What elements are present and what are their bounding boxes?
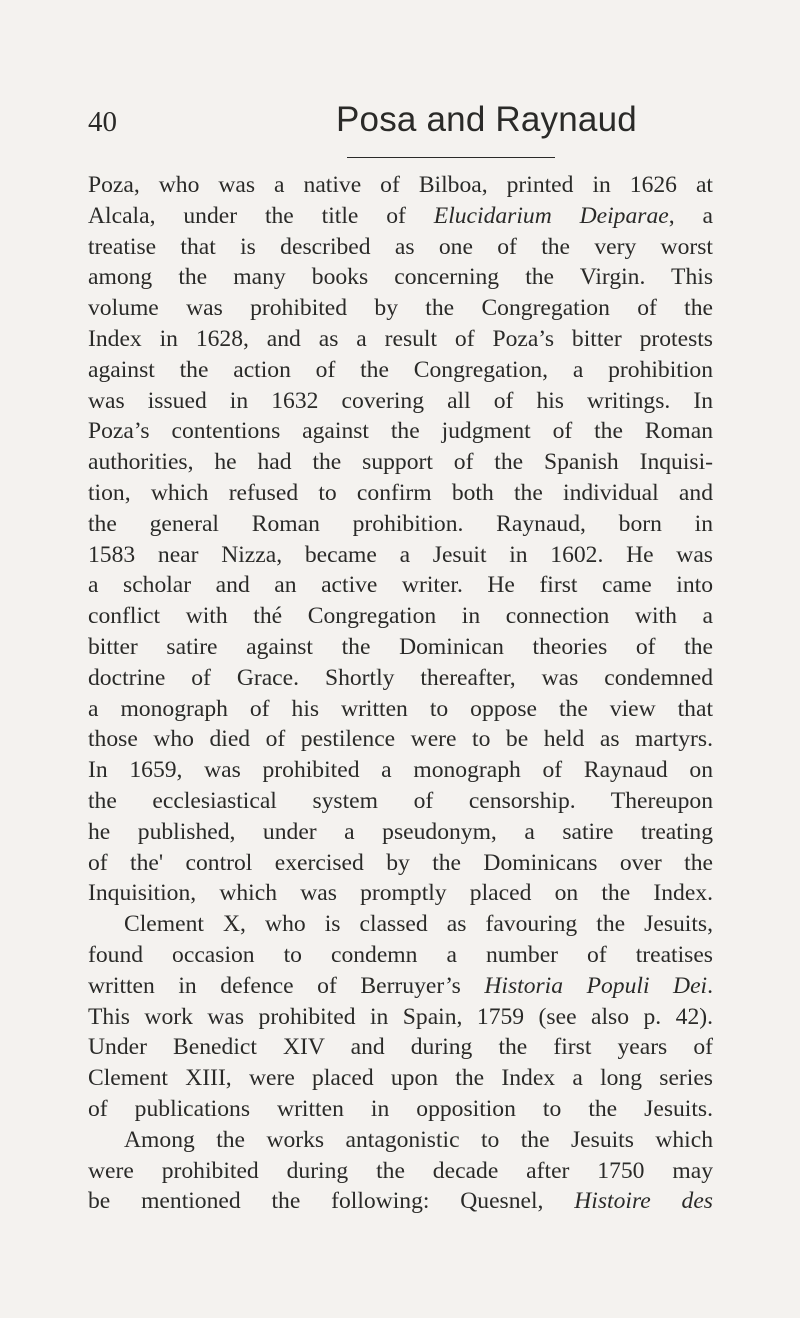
text-line [88, 971, 713, 1002]
text-run: those who died of pestilence were to be held as martyrs. [88, 726, 713, 753]
text-run: found occasion to condemn a number of treatises [88, 941, 713, 968]
text-run: bitter satire against the Dominican theories of the [88, 633, 713, 660]
text-run: were prohibited during the decade after 1750 may [88, 1157, 713, 1184]
text-run: against the action of the Congregation, a prohibition [88, 356, 713, 383]
text-run: of publications written in opposition to the Jesuits. [88, 1095, 713, 1122]
text-line [88, 570, 713, 601]
text-run: the ecclesiastical system of censorship. Thereupon [88, 787, 713, 814]
text-line [88, 724, 713, 755]
text-line [88, 324, 713, 355]
text-line [88, 1125, 713, 1156]
italic-title: Histoire des [574, 1188, 713, 1215]
text-run: he published, under a pseudonym, a satire treating [88, 818, 713, 845]
text-line [88, 1094, 713, 1125]
text-line [88, 509, 713, 540]
text-line [88, 755, 713, 786]
page-number: 40 [88, 106, 117, 138]
text-run: Among the works antagonistic to the Jesuits which [124, 1126, 713, 1153]
text-run: Index in 1628, and as a result of Poza’s bitter protests [88, 325, 713, 352]
body-text [88, 170, 713, 1217]
text-line [88, 170, 713, 201]
text-run: Clement XIII, were placed upon the Index a long series [88, 1065, 713, 1092]
text-run: 1583 near Nizza, became a Jesuit in 1602. He was [88, 541, 713, 568]
text-run: was issued in 1632 covering all of his writings. In [88, 387, 713, 414]
text-line [88, 694, 713, 725]
text-run: treatise that is described as one of the very worst [88, 233, 713, 260]
text-run: the general Roman prohibition. Raynaud, born in [88, 510, 713, 537]
text-run: a monograph of his written to oppose the view that [88, 695, 713, 722]
text-line [88, 447, 713, 478]
text-run: , a [668, 202, 713, 229]
text-line [88, 940, 713, 971]
text-line [88, 201, 713, 232]
text-run: among the many books concerning the Virgin. This [88, 264, 713, 291]
text-line [88, 1156, 713, 1187]
text-run: . [707, 972, 714, 999]
text-line [88, 386, 713, 417]
text-run: In 1659, was prohibited a monograph of Raynaud on [88, 757, 713, 784]
text-line [88, 848, 713, 879]
text-run: tion, which refused to confirm both the individual and [88, 479, 713, 506]
text-run: of the' control exercised by the Dominicans over the [88, 849, 713, 876]
text-line [88, 540, 713, 571]
text-run: This work was prohibited in Spain, 1759 (see also p. 42). [88, 1003, 713, 1030]
text-run: conflict with thé Congregation in connection with a [88, 603, 713, 630]
header-rule [347, 157, 555, 158]
text-line [88, 1032, 713, 1063]
text-run: Clement X, who is classed as favouring the Jesuits, [124, 911, 713, 938]
italic-title: Elucidarium Deiparae [433, 202, 669, 229]
running-title: Posa and Raynaud [336, 100, 637, 139]
text-line [88, 416, 713, 447]
text-line [88, 632, 713, 663]
text-line [88, 1063, 713, 1094]
text-run: Poza, who was a native of Bilboa, printed in 1626 at [88, 172, 713, 198]
text-run: doctrine of Grace. Shortly thereafter, was condemned [88, 664, 713, 691]
text-run: Poza’s contentions against the judgment of the Roman [88, 418, 713, 445]
page-header [0, 100, 800, 160]
text-line [88, 601, 713, 632]
text-run: a scholar and an active writer. He first came into [88, 572, 713, 599]
italic-title: Historia Populi Dei [484, 972, 708, 999]
text-line [88, 1002, 713, 1033]
text-run: authorities, he had the support of the Spanish Inquisi- [88, 449, 713, 476]
text-run: written in defence of Berruyer’s [88, 972, 485, 999]
text-line [88, 293, 713, 324]
text-line [88, 262, 713, 293]
text-run: Inquisition, which was promptly placed on the Index. [88, 880, 713, 907]
text-line [88, 817, 713, 848]
text-run: Under Benedict XIV and during the first years of [88, 1034, 713, 1061]
text-line [88, 909, 713, 940]
text-run: volume was prohibited by the Congregation of the [88, 295, 713, 322]
text-line [88, 878, 713, 909]
text-line [88, 663, 713, 694]
text-line [88, 232, 713, 263]
text-run: Alcala, under the title of [88, 202, 434, 229]
text-line [88, 478, 713, 509]
text-line [88, 355, 713, 386]
text-line [88, 1186, 713, 1217]
text-line [88, 786, 713, 817]
text-run: be mentioned the following: Quesnel, [88, 1188, 575, 1215]
